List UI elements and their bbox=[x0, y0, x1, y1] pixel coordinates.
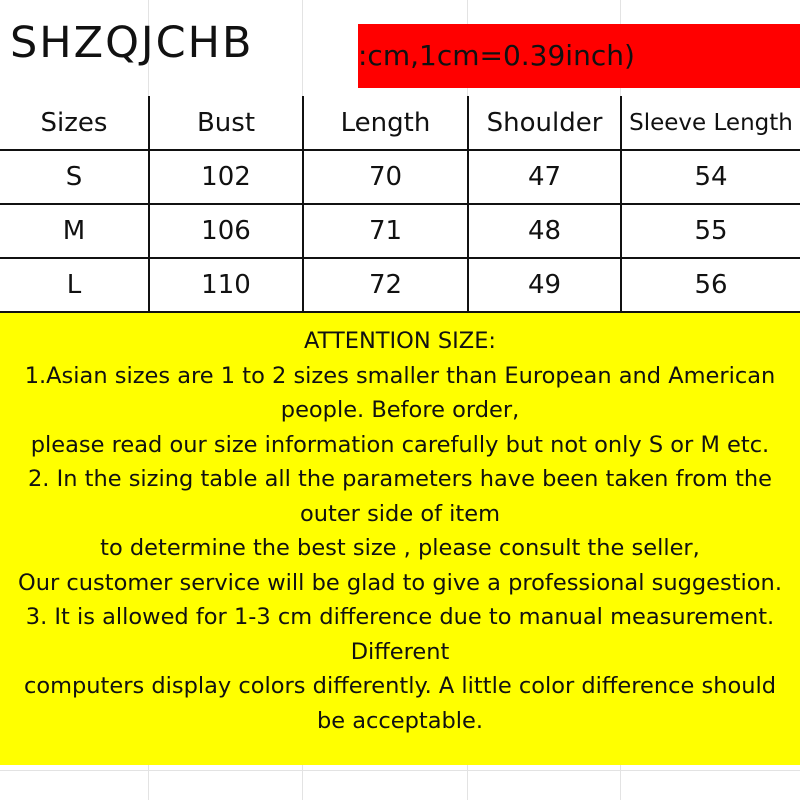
notice-line: 1.Asian sizes are 1 to 2 sizes smaller than European and American bbox=[24, 362, 776, 389]
attention-notice bbox=[0, 313, 800, 765]
table-cell: 71 bbox=[303, 204, 468, 258]
table-cell: L bbox=[0, 258, 149, 312]
table-cell: 49 bbox=[468, 258, 621, 312]
header-cell: Bust bbox=[149, 96, 303, 150]
notice-line: computers display colors differently. A little color difference should bbox=[23, 673, 777, 699]
notice-line: Different bbox=[350, 638, 450, 665]
table-cell: 56 bbox=[621, 258, 800, 312]
table-cell: 110 bbox=[149, 258, 303, 312]
table-header-row bbox=[0, 96, 800, 150]
table-row bbox=[0, 150, 800, 204]
notice-line: please read our size information carefully but not only S or M etc. bbox=[30, 431, 770, 458]
notice-line: 2. In the sizing table all the parameters have been taken from the bbox=[27, 466, 773, 492]
table-cell: 55 bbox=[621, 204, 800, 258]
unit-banner: :cm,1cm=0.39inch) bbox=[358, 24, 800, 88]
notice-line: outer side of item bbox=[299, 500, 501, 527]
table-cell: 47 bbox=[468, 150, 621, 204]
table-cell: S bbox=[0, 150, 149, 204]
header-cell: Sizes bbox=[0, 96, 149, 150]
grid-line bbox=[0, 770, 800, 771]
header-cell: Length bbox=[303, 96, 468, 150]
table-cell: 70 bbox=[303, 150, 468, 204]
header-cell: Shoulder bbox=[468, 96, 621, 150]
table-cell: 102 bbox=[149, 150, 303, 204]
notice-line: 3. It is allowed for 1-3 cm difference due to manual measurement. bbox=[25, 604, 775, 630]
header-cell: Sleeve Length bbox=[621, 96, 800, 150]
table-cell: 106 bbox=[149, 204, 303, 258]
notice-line: to determine the best size , please consult the seller, bbox=[100, 535, 700, 561]
size-table bbox=[0, 96, 800, 313]
table-cell: M bbox=[0, 204, 149, 258]
notice-title: ATTENTION SIZE: bbox=[304, 328, 496, 354]
table-cell: 48 bbox=[468, 204, 621, 258]
table-row bbox=[0, 204, 800, 258]
notice-line: be acceptable. bbox=[316, 707, 484, 734]
notice-line: people. Before order, bbox=[280, 397, 520, 423]
brand-logo-text: SHZQJCHB bbox=[10, 18, 254, 68]
notice-line: Our customer service will be glad to give a professional suggestion. bbox=[18, 569, 782, 596]
table-cell: 72 bbox=[303, 258, 468, 312]
table-row bbox=[0, 258, 800, 312]
table-cell: 54 bbox=[621, 150, 800, 204]
